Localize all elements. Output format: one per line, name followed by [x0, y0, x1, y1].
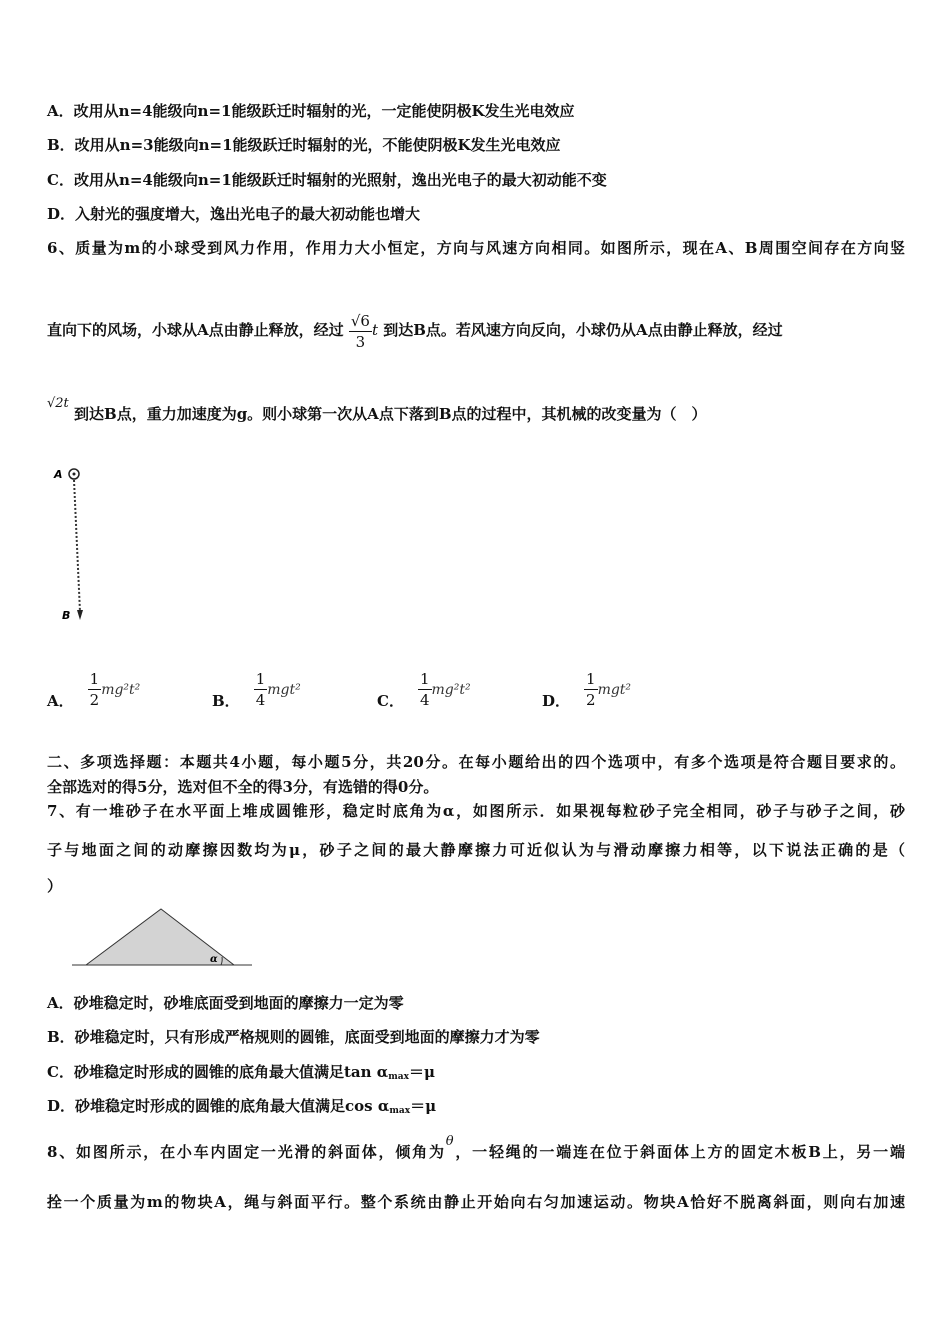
q6-figure [50, 462, 100, 632]
q6-option-c-frac [418, 669, 432, 710]
q6-option-c-den: 4 [419, 691, 430, 709]
q8-line2: 拴一个质量为m的物块A，绳与斜面平行。整个系统由静止开始向右匀加速运动。物块A恰好不脱离斜面，则向右加速 [47, 1193, 905, 1211]
q6-line1: 6、质量为m的小球受到风力作用，作用力大小恒定，方向与风速方向相同。如图所示，现在A、B周围空间存在方向竖 [47, 239, 905, 257]
q6-option-b [212, 668, 301, 711]
q8-line1-pre: 8、如图所示，在小车内固定一光滑的斜面体，倾角为 [47, 1143, 446, 1161]
q6-option-b-label: B． [212, 692, 240, 710]
q7-option-d-sub: max [389, 1106, 411, 1116]
q8-theta: θ [445, 1134, 454, 1149]
q6-ball-center [73, 473, 76, 476]
q6-line3 [47, 396, 707, 426]
q7-option-c-post: ＝μ [409, 1063, 435, 1081]
q6-option-d-frac [584, 669, 598, 710]
q6-figure-label-a: A [54, 468, 63, 481]
q6-option-d-den: 2 [586, 691, 596, 709]
section2-line1: 二、多项选择题：本题共4小题，每小题5分，共20分。在每小题给出的四个选项中，有多个选项是符合题目要求的。 [47, 753, 905, 771]
q7-sand-pile-figure [72, 905, 254, 971]
q7-option-c [47, 1062, 435, 1087]
q5-option-d: D．入射光的强度增大，逸出光电子的最大初动能也增大 [47, 205, 421, 223]
q7-alpha-label: α [210, 954, 218, 965]
q7-option-a: A．砂堆稳定时，砂堆底面受到地面的摩擦力一定为零 [47, 994, 404, 1012]
q6-fraction-den: 3 [355, 332, 366, 351]
q6-figure-label-b: B [62, 609, 71, 622]
q6-option-b-num: 1 [255, 670, 266, 688]
q6-option-b-frac [254, 669, 268, 710]
q6-fraction-num: √6 [350, 311, 370, 330]
q6-option-a-den: 2 [89, 691, 100, 709]
q6-option-a-expr: mg²t² [101, 681, 141, 698]
q6-arrow-icon [77, 610, 83, 620]
q6-line3-post: 到达B点，重力加速度为g。则小球第一次从A点下落到B点的过程中，其机械的改变量为（ ） [74, 405, 707, 423]
q8-line1-post: ，一轻绳的一端连在位于斜面体上方的固定木板B上，另一端 [453, 1143, 905, 1161]
q5-option-a: A．改用从n=4能级向n=1能级跃迁时辐射的光，一定能使阴极K发生光电效应 [47, 102, 575, 120]
q6-option-c-expr: mg²t² [431, 681, 471, 698]
q6-path-line [74, 480, 80, 612]
q7-line3: ） [47, 877, 63, 895]
q6-option-a [47, 668, 140, 711]
q6-option-c-label: C． [377, 692, 404, 710]
section2-line2: 全部选对的得5分，选对但不全的得3分，有选错的得0分。 [47, 778, 439, 796]
q6-line2 [47, 300, 783, 360]
q6-option-c-num: 1 [419, 670, 430, 688]
q6-option-d-num: 1 [586, 670, 596, 688]
q6-option-a-num: 1 [89, 670, 100, 688]
q6-option-d-label: D． [542, 692, 571, 710]
q6-t: t [371, 321, 379, 339]
q6-option-a-frac [88, 669, 102, 710]
q8-line1 [47, 1134, 905, 1164]
q7-option-c-pre: C．砂堆稳定时形成的圆锥的底角最大值满足tan α [47, 1063, 389, 1081]
q7-option-c-sub: max [388, 1072, 409, 1082]
q6-fraction [349, 311, 372, 352]
q7-option-d-post: ＝μ [410, 1097, 437, 1115]
q6-line2-pre: 直向下的风场，小球从A点由静止释放，经过 [47, 321, 344, 339]
q5-option-c: C．改用从n=4能级向n=1能级跃迁时辐射的光照射，逸出光电子的最大初动能不变 [47, 171, 607, 189]
q6-option-c [377, 668, 471, 711]
q6-option-b-den: 4 [255, 691, 266, 709]
q7-option-d-pre: D．砂堆稳定时形成的圆锥的底角最大值满足cos α [47, 1097, 390, 1115]
q6-option-b-expr: mgt² [267, 681, 301, 698]
q7-line2: 子与地面之间的动摩擦因数均为μ，砂子之间的最大静摩擦力可近似认为与滑动摩擦力相等，以下说法正确的是（ [47, 841, 905, 859]
q6-option-a-label: A． [47, 692, 74, 710]
q6-option-d-expr: mgt² [597, 681, 632, 698]
q5-option-b: B．改用从n=3能级向n=1能级跃迁时辐射的光，不能使阴极K发生光电效应 [47, 136, 561, 154]
q7-option-b: B．砂堆稳定时，只有形成严格规则的圆锥，底面受到地面的摩擦力才为零 [47, 1028, 540, 1046]
q6-option-d [542, 668, 631, 711]
q7-line1: 7、有一堆砂子在水平面上堆成圆锥形，稳定时底角为α，如图所示．如果视每粒砂子完全相同，砂子与砂子之间，砂 [47, 802, 905, 820]
q6-line2-post: 到达B点。若风速方向反向，小球仍从A点由静止释放，经过 [383, 321, 783, 339]
q6-sqrt2t: √2t [47, 396, 69, 411]
q7-option-d [47, 1096, 436, 1121]
